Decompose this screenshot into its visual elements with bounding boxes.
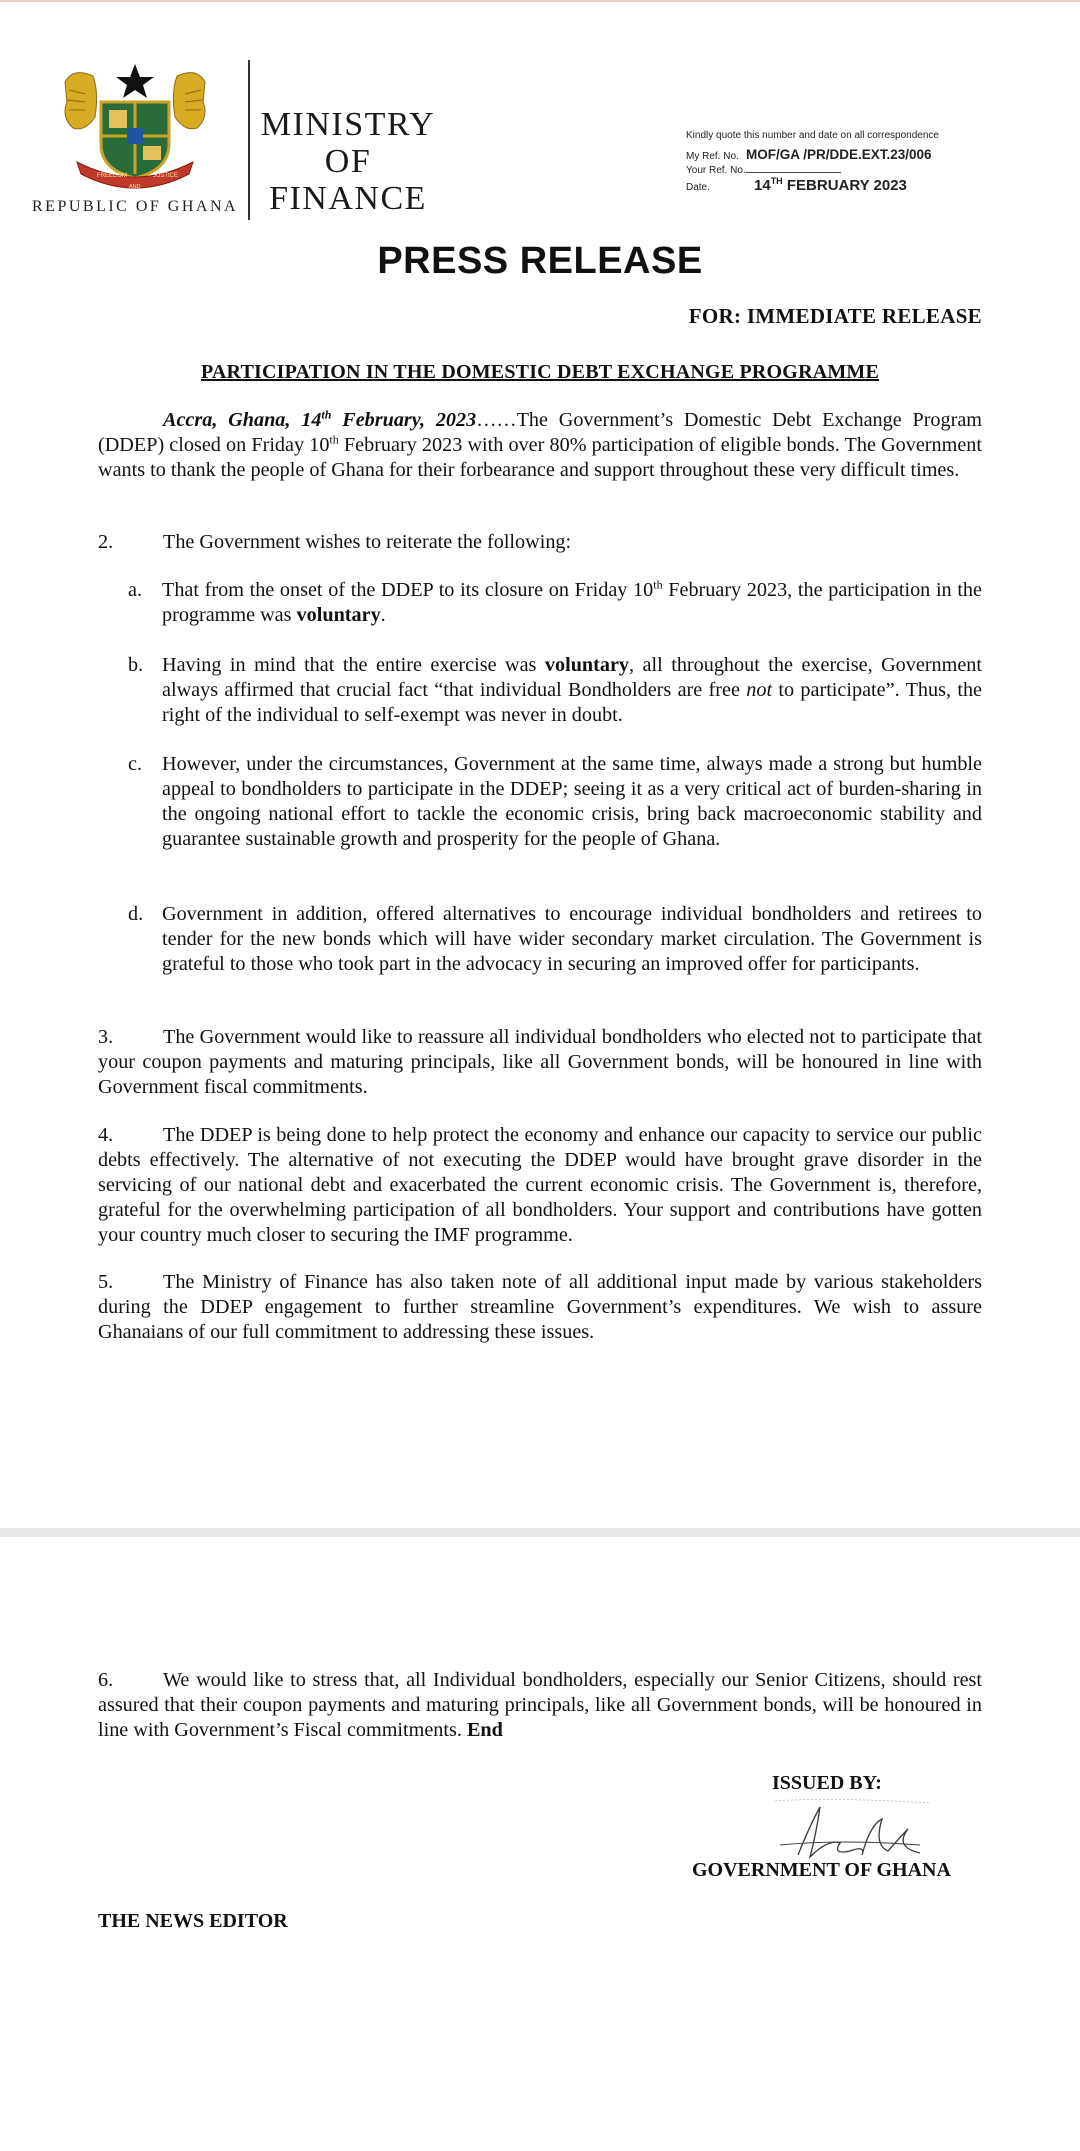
paragraph-number: 3.	[98, 1026, 114, 1048]
motto-justice: JUSTICE	[153, 173, 179, 179]
coat-of-arms-icon	[55, 62, 215, 192]
my-ref-value: MOF/GA /PR/DDE.EXT.23/006	[746, 147, 932, 162]
date-day: 14	[754, 177, 771, 194]
date-value	[754, 177, 907, 194]
item-text-3: to participate”. Thus, the right of the individual to self-exempt was never in doubt.	[162, 679, 982, 726]
news-editor-label: THE NEWS EDITOR	[98, 1910, 288, 1932]
date-row	[686, 177, 1006, 192]
paragraph-number: 4.	[98, 1124, 114, 1146]
date-rest: FEBRUARY 2023	[786, 177, 907, 194]
intro-text-2: February 2023 with over 80% participation of eligible bonds. The Government wants to thank the people of Ghana for their forbearance and support throughout these very difficult times.	[98, 434, 982, 481]
release-type: FOR: IMMEDIATE RELEASE	[688, 304, 982, 328]
item-sup: th	[653, 577, 663, 592]
issuer-name: GOVERNMENT OF GHANA	[692, 1859, 951, 1881]
ministry-line-1: MINISTRY	[260, 106, 436, 143]
item-text-2: February 2023, the participation in the programme was	[162, 579, 982, 626]
dateline-text: Accra, Ghana, 14	[163, 409, 322, 431]
paragraph-6	[98, 1668, 982, 1743]
dateline	[163, 409, 476, 431]
intro-sup: th	[329, 432, 339, 447]
document-page-1	[0, 2, 1080, 1528]
item-letter: c.	[128, 753, 143, 775]
paragraph-4	[98, 1123, 982, 1248]
paragraph-5	[98, 1270, 982, 1345]
dateline-sup: th	[321, 407, 332, 422]
item-text: Government in addition, offered alternatives to encourage individual bondholders and retirees to tender for the new bonds which will have wider secondary market circulation. The Government is grateful to those who took part in the advocacy in securing an improved offer for participants.	[162, 903, 982, 975]
press-release-heading: PRESS RELEASE	[377, 240, 703, 282]
my-ref-label: My Ref. No.	[686, 151, 739, 162]
intro-paragraph	[98, 408, 982, 483]
item-letter: a.	[128, 579, 143, 601]
item-c	[128, 752, 982, 852]
paragraph-text: The DDEP is being done to help protect the economy and enhance our capacity to service our public debts effectively. The alternative of not executing the DDEP would have brought grave disorder in the servicing of our national debt and exacerbated the current economic crisis. The Government is, therefore, grateful for the overwhelming participation of all bondholders. Your support and contributions have gotten your country much closer to securing the IMF programme.	[98, 1124, 982, 1246]
dateline-text-2: February, 2023	[331, 409, 477, 431]
reference-block	[686, 130, 1006, 192]
paragraph-number: 5.	[98, 1271, 114, 1293]
page-separator	[0, 1528, 1080, 1537]
your-ref-row	[686, 162, 1006, 177]
item-a	[128, 577, 982, 628]
item-letter: b.	[128, 654, 144, 676]
paragraph-number: 2.	[98, 531, 114, 553]
paragraph-3	[98, 1025, 982, 1100]
item-bold: voluntary	[544, 654, 630, 676]
item-italic: not	[746, 679, 773, 701]
item-letter: d.	[128, 903, 144, 925]
document-title: PARTICIPATION IN THE DOMESTIC DEBT EXCHANGE PROGRAMME	[200, 361, 880, 383]
paragraph-text: The Government wishes to reiterate the following:	[163, 531, 572, 553]
ministry-line-3: FINANCE	[269, 180, 427, 217]
intro-text: ……The Government’s Domestic Debt Exchange Program (DDEP) closed on Friday 10	[98, 409, 982, 456]
your-ref-blank	[746, 162, 841, 173]
country-name: REPUBLIC OF GHANA	[32, 198, 239, 215]
item-d	[128, 902, 982, 977]
ministry-line-2: OF	[324, 143, 372, 180]
document-page-2	[0, 1537, 1080, 2151]
reference-note: Kindly quote this number and date on all correspondence	[686, 130, 939, 141]
my-ref-row	[686, 147, 1006, 162]
item-text-2: , all throughout the exercise, Government always affirmed that crucial fact “that individual Bondholders are free	[162, 654, 983, 701]
motto-and: AND	[129, 184, 141, 190]
letterhead-divider	[248, 60, 250, 220]
paragraph-number: 6.	[98, 1669, 114, 1691]
paragraph-text: The Ministry of Finance has also taken note of all additional input made by various stakeholders during the DDEP engagement to further streamline Government’s expenditures. We wish to assure Ghanaians of our full commitment to addressing these issues.	[98, 1271, 982, 1343]
date-suffix: TH	[770, 176, 783, 186]
item-text: That from the onset of the DDEP to its closure on Friday 10	[162, 579, 654, 601]
item-b	[128, 653, 983, 728]
item-text-3: .	[380, 604, 386, 626]
paragraph-text: We would like to stress that, all Individual bondholders, especially our Senior Citizens, should rest assured that their coupon payments and maturing principals, like all Government bonds, will be honoured in line with Government’s Fiscal commitments.	[98, 1669, 982, 1741]
ministry-name	[258, 106, 438, 217]
item-bold: voluntary	[296, 604, 381, 626]
item-text: Having in mind that the entire exercise was	[162, 654, 545, 676]
date-label: Date.	[686, 182, 710, 193]
your-ref-label: Your Ref. No.	[686, 165, 746, 176]
end-marker: End	[466, 1719, 503, 1741]
paragraph-2	[98, 530, 982, 555]
paragraph-text: The Government would like to reassure all individual bondholders who elected not to participate that your coupon payments and maturing principals, like all Government bonds, will be honoured in line with Government fiscal commitments.	[98, 1026, 982, 1098]
item-text: However, under the circumstances, Government at the same time, always made a strong but humble appeal to bondholders to participate in the DDEP; seeing it as a very critical act of burden-sharing in the ongoing national effort to tackle the economic crisis, bring back macroeconomic stability and guarantee sustainable growth and prosperity for the people of Ghana.	[162, 753, 982, 850]
issued-by-label: ISSUED BY:	[772, 1772, 882, 1794]
motto-freedom: FREEDOM	[97, 173, 127, 179]
